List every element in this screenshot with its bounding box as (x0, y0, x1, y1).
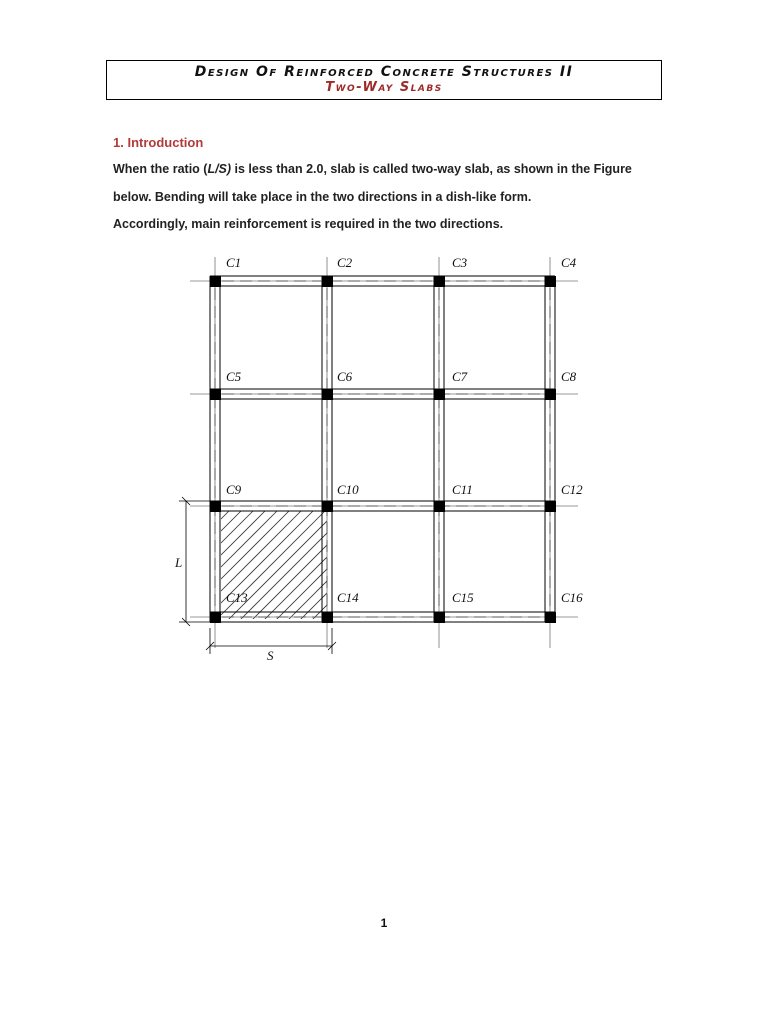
paragraph-2: below. Bending will take place in the two directions in a dish-like form. (113, 190, 532, 204)
column-c14 (322, 612, 333, 623)
label-c16: C16 (561, 590, 583, 605)
columns (210, 276, 556, 623)
hatched-panel (221, 511, 421, 621)
paragraph-3: Accordingly, main reinforcement is required in the two directions. (113, 217, 504, 231)
column-labels (226, 255, 583, 605)
column-c12 (545, 501, 556, 512)
label-c5: C5 (226, 369, 242, 384)
label-c4: C4 (561, 255, 577, 270)
paragraph-1-start: When the ratio ( (113, 162, 208, 176)
label-c14: C14 (337, 590, 359, 605)
column-c13 (210, 612, 221, 623)
column-c2 (322, 276, 333, 287)
ratio-text: L/S) (207, 162, 232, 176)
label-c3: C3 (452, 255, 468, 270)
label-c1: C1 (226, 255, 242, 270)
label-c8: C8 (561, 369, 577, 384)
paragraph-1-end: is less than 2.0, slab is called two-way slab, as shown in the Figure (231, 162, 632, 176)
label-c9: C9 (226, 482, 242, 497)
label-c12: C12 (561, 482, 583, 497)
label-c7: C7 (452, 369, 468, 384)
label-c6: C6 (337, 369, 353, 384)
column-c15 (434, 612, 445, 623)
column-c6 (322, 389, 333, 400)
topic-title: Two-Way Slabs (325, 80, 443, 95)
column-c16 (545, 612, 556, 623)
label-c15: C15 (452, 590, 474, 605)
dim-label-s: S (267, 648, 274, 663)
beam-centerlines (215, 281, 550, 617)
dimension-l (179, 497, 210, 626)
grid-lines (190, 257, 578, 648)
beam-edges (210, 276, 555, 622)
column-c7 (434, 389, 445, 400)
column-c8 (545, 389, 556, 400)
dim-label-l: L (175, 555, 183, 570)
label-c11: C11 (452, 482, 473, 497)
column-c10 (322, 501, 333, 512)
course-title: Design Of Reinforced Concrete Structures II (194, 64, 574, 80)
column-c11 (434, 501, 445, 512)
label-c10: C10 (337, 482, 359, 497)
label-c2: C2 (337, 255, 353, 270)
section-heading: 1. Introduction (113, 135, 204, 150)
column-c4 (545, 276, 556, 287)
column-c3 (434, 276, 445, 287)
column-c5 (210, 389, 221, 400)
column-c9 (210, 501, 221, 512)
page-number: 1 (380, 916, 388, 930)
column-c1 (210, 276, 221, 287)
label-c13: C13 (226, 590, 248, 605)
